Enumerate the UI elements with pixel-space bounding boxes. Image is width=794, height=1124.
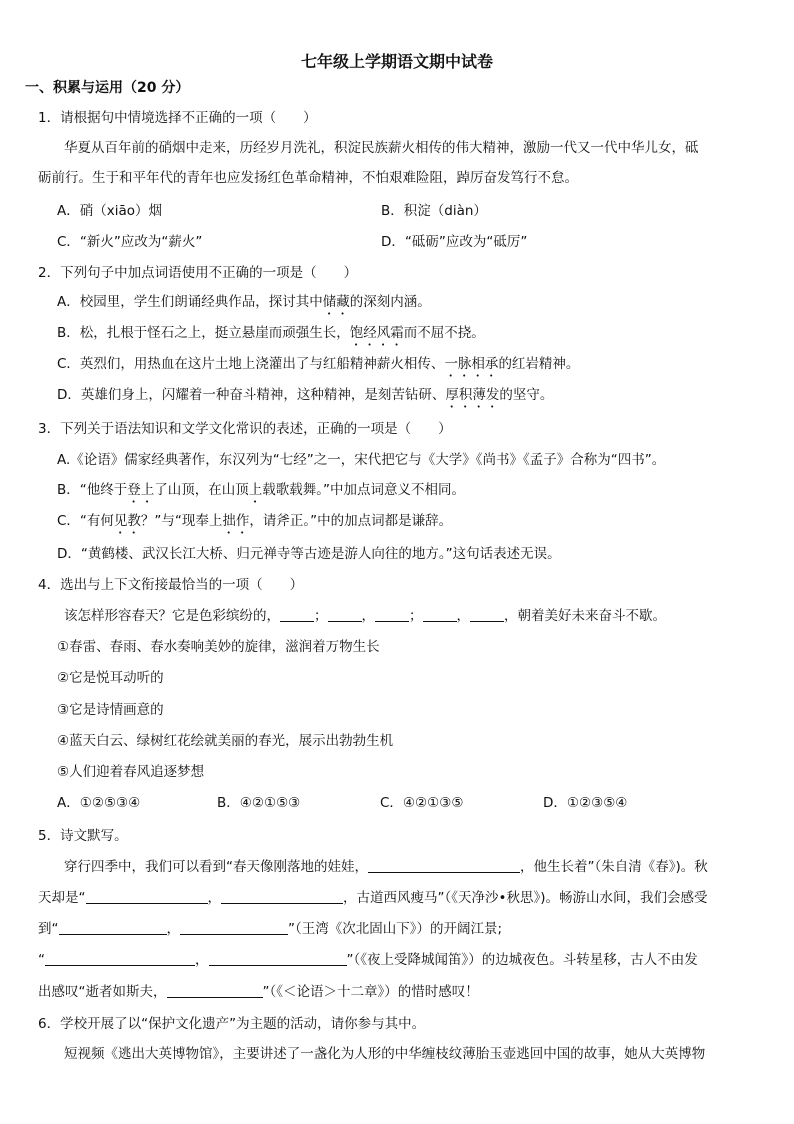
q4-blank-4[interactable]: [423, 606, 457, 622]
q5-blank-4[interactable]: [59, 919, 167, 935]
q4-item-4: ④蓝天白云、绿树红花绘就美丽的春光，展示出勃勃生机: [57, 733, 394, 749]
q5-line-1: [64, 857, 708, 877]
q2-d-text-post: 的坚守。: [499, 387, 554, 403]
q4-item-1: ①春雷、春雨、春水奏响美妙的旋律，滋润着万物生长: [57, 639, 380, 655]
q3-b-text-mid: 了山顶，在山顶: [154, 482, 249, 498]
q4-passage-pre: 该怎样形容春天？它是色彩缤纷的，: [64, 608, 280, 624]
q1-option-c: C．“新火”应改为“薪火”: [57, 234, 203, 250]
q5-blank-2[interactable]: [86, 888, 208, 904]
page-title: 七年级上学期语文期中试卷: [300, 52, 493, 71]
q2-a-text-post: 的深刻内涵。: [349, 294, 431, 310]
q4-blank-2[interactable]: [328, 606, 362, 622]
q5-blank-7[interactable]: [209, 950, 347, 966]
q4-option-c: C．④②①③⑤: [380, 795, 464, 811]
q3-b-dotted-word-2: 上: [248, 482, 263, 498]
q1-option-a: A．硝（xiāo）烟: [57, 203, 163, 219]
q4-blank-5[interactable]: [470, 606, 504, 622]
q2-stem: 2．下列句子中加点词语使用不正确的一项是（ ）: [38, 265, 358, 281]
q3-option-d: D．“黄鹤楼、武汉长江大桥、归元禅寺等古迹是游人向往的地方。”这句话表述无误。: [57, 546, 561, 562]
q5-l1-pre: 穿行四季中，我们可以看到“春天像刚落地的娃娃，: [64, 859, 368, 875]
q2-b-text-pre: B．松，扎根于怪石之上，挺立悬崖而顽强生长，: [57, 325, 350, 341]
q5-blank-5[interactable]: [180, 919, 288, 935]
q4-option-b: B．④②①⑤③: [217, 795, 301, 811]
q2-a-dotted-word: 储藏: [322, 294, 350, 310]
q1-option-b: B．积淀（diàn）: [381, 203, 487, 219]
q5-line-3: [38, 919, 502, 939]
q4-item-5: ⑤人们迎着春风追逐梦想: [57, 764, 205, 780]
q5-line-5: [38, 982, 479, 1002]
q1-option-d: D．“砥砺”应改为“砥厉”: [381, 234, 528, 250]
q3-c-dotted-word-2: 拙作: [222, 513, 250, 529]
q1-passage-line1: 华夏从百年前的硝烟中走来，历经岁月洗礼，积淀民族薪火相传的伟大精神，激励一代又一代中华儿女，砥: [64, 140, 699, 156]
q5-line-4: [38, 950, 698, 970]
q2-c-text-pre: C．英烈们，用热血在这片土地上浇灌出了与红船精神薪火相传、: [57, 356, 445, 372]
q5-l4-post: ”（《夜上受降城闻笛》）的边城夜色。斗转星移，古人不由发: [346, 952, 698, 968]
q4-stem: 4．选出与上下文衔接最恰当的一项（ ）: [38, 577, 304, 593]
q3-option-b: [57, 480, 465, 506]
q5-blank-8[interactable]: [167, 982, 263, 998]
q2-option-c: [57, 354, 579, 380]
q2-d-text-pre: D．英雄们身上，闪耀着一种奋斗精神，这种精神，是刻苦钻研、: [57, 387, 446, 403]
q3-b-text-post: 载歌载舞。”中加点词意义不相同。: [262, 482, 466, 498]
q2-c-text-post: 的红岩精神。: [498, 356, 580, 372]
q1-stem: 1．请根据句中情境选择不正确的一项（ ）: [38, 110, 317, 126]
q5-l3-post: ”（王湾《次北固山下》）的开阔江景;: [288, 921, 503, 937]
q4-blank-3[interactable]: [375, 606, 409, 622]
q5-stem: 5．诗文默写。: [38, 828, 128, 844]
q5-l2-post: ，古道西风瘦马”（《天净沙•秋思》)。畅游山水间，我们会感受: [343, 890, 708, 906]
section-heading: 一、积累与运用（20 分）: [25, 80, 190, 96]
q5-line-2: [38, 888, 707, 908]
q2-b-text-post: 而不屈不挠。: [403, 325, 485, 341]
q5-l5-pre: 出感叹“逝者如斯夫，: [38, 984, 167, 1000]
q4-option-d: D．①②③⑤④: [543, 795, 628, 811]
q5-l3-mid: ，: [166, 921, 180, 937]
q4-option-a: A．①②⑤③④: [57, 795, 141, 811]
q2-c-dotted-word: 一脉相承: [444, 356, 499, 372]
q4-item-2: ②它是悦耳动听的: [57, 670, 164, 686]
q3-b-text-pre: B．“他终于: [57, 482, 128, 498]
q3-c-text-mid: ？”与“现奉上: [140, 513, 223, 529]
q2-option-a: [57, 292, 431, 318]
q5-l2-mid: ，: [207, 890, 221, 906]
q4-sep-3: ；: [409, 608, 423, 624]
q4-blank-1[interactable]: [280, 606, 314, 622]
q5-l4-pre: “: [38, 952, 45, 968]
q4-passage-post: ，朝着美好未来奋斗不歇。: [504, 608, 666, 624]
q5-l3-pre: 到“: [38, 921, 59, 937]
q4-sep-2: ，: [361, 608, 375, 624]
q4-passage: [64, 606, 666, 626]
q5-blank-6[interactable]: [45, 950, 195, 966]
q4-sep-1: ；: [314, 608, 328, 624]
q5-l4-mid: ，: [195, 952, 209, 968]
q5-l2-pre: 天却是“: [38, 890, 86, 906]
q2-option-d: [57, 385, 553, 411]
q3-c-dotted-word-1: 见教: [113, 513, 141, 529]
q5-blank-3[interactable]: [221, 888, 343, 904]
q3-c-text-pre: C．“有何: [57, 513, 114, 529]
q5-l1-post: ，他生长着”（朱自清《春》)。秋: [520, 859, 708, 875]
q6-passage-line1: 短视频《逃出大英博物馆》，主要讲述了一盏化为人形的中华缠枝纹薄胎玉壶逃回中国的故事，她从大英博物: [64, 1046, 706, 1062]
q6-stem: 6．学校开展了以“保护文化遗产”为主题的活动，请你参与其中。: [38, 1016, 426, 1032]
q2-b-dotted-word: 饱经风霜: [349, 325, 404, 341]
q3-stem: 3．下列关于语法知识和文学文化常识的表述，正确的一项是（ ）: [38, 421, 452, 437]
q3-c-text-post: ，请斧正。”中的加点词都是谦辞。: [249, 513, 453, 529]
q3-b-dotted-word-1: 登上: [127, 482, 155, 498]
q3-option-a: A.《论语》儒家经典著作，东汉列为“七经”之一，宋代把它与《大学》《尚书》《孟子》合称为“四书”。: [57, 452, 666, 468]
q3-option-c: [57, 511, 452, 537]
q5-blank-1[interactable]: [368, 857, 520, 873]
q5-l5-post: ”（《＜论语＞十二章》）的惜时感叹！: [262, 984, 479, 1000]
q2-d-dotted-word: 厚积薄发: [445, 387, 500, 403]
q1-passage-line2: 砺前行。生于和平年代的青年也应发扬红色革命精神，不怕艰难险阻，踔厉奋发笃行不怠。: [38, 170, 578, 186]
q2-a-text-pre: A．校园里，学生们朗诵经典作品，探讨其中: [57, 294, 323, 310]
q4-sep-4: ，: [456, 608, 470, 624]
q2-option-b: [57, 323, 485, 349]
q4-item-3: ③它是诗情画意的: [57, 702, 164, 718]
